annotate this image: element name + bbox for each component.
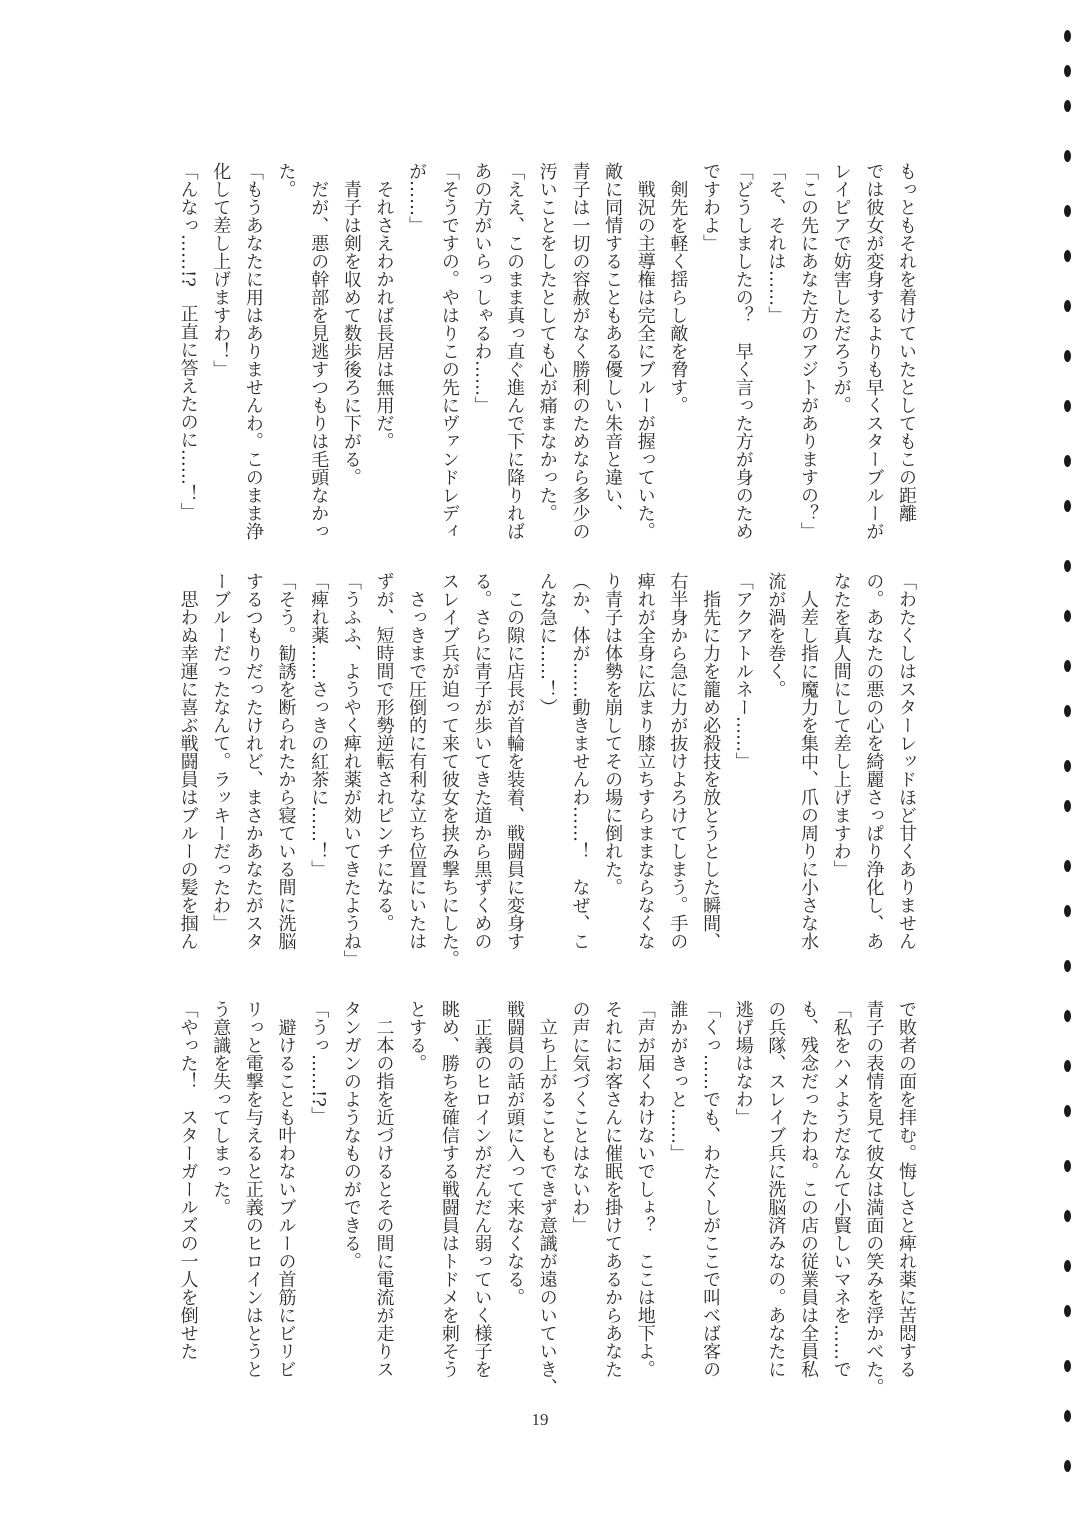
text-line: 眺め、勝ちを確信する戦闘員はトドメを刺そう: [438, 1000, 460, 1378]
text-line: 逃げ場はなわ」: [732, 1000, 754, 1126]
text-line: レイピアで妨害しただろうが。: [830, 162, 852, 414]
text-line: 「私をハメようだなんて小賢しいマネを……で: [830, 1000, 852, 1378]
text-line: 右半身から急に力が抜けよろけてしまう。手の: [667, 572, 689, 950]
edge-dot: [1064, 905, 1071, 917]
edge-dot: [1064, 1460, 1071, 1472]
edge-dot: [1064, 150, 1071, 162]
text-line: の兵隊、スレイブ兵に洗脳済みなの。あなたに: [765, 1000, 787, 1378]
edge-dot: [1064, 30, 1071, 42]
edge-dot: [1064, 610, 1071, 622]
edge-dot: [1064, 400, 1071, 412]
text-line: 「声が届くわけないでしょ？ ここは地下よ。: [634, 1000, 656, 1378]
text-line: 青子は一切の容赦がなく勝利のためなら多少の: [569, 162, 591, 540]
binding-edge-marks: [1062, 0, 1076, 1538]
edge-dot: [1064, 705, 1071, 717]
text-line: 誰かがきっと……」: [667, 1000, 689, 1162]
text-line: も、残念だったわね。この店の従業員は全員私: [798, 1000, 820, 1378]
edge-dot: [1064, 100, 1071, 112]
text-line: 「ええ、このまま真っ直ぐ進んで下に降りれば: [504, 162, 526, 540]
text-line: 青子の表情を見て彼女は満面の笑みを浮かべた。: [863, 1000, 885, 1396]
text-line: さっきまで圧倒的に有利な立ち位置にいたは: [406, 572, 428, 950]
edge-dot: [1064, 960, 1071, 972]
edge-dot: [1064, 300, 1071, 312]
edge-dot: [1064, 1410, 1071, 1422]
text-line: 避けることも叶わないブルーの首筋にビリビ: [275, 1000, 297, 1378]
text-line: 「んなっ……!? 正直に答えたのに……！」: [177, 162, 199, 521]
edge-dot: [1064, 1010, 1071, 1022]
edge-dot: [1064, 1060, 1071, 1072]
edge-dot: [1064, 350, 1071, 362]
edge-dot: [1064, 205, 1071, 217]
text-line: の声に気づくことはないわ」: [569, 1000, 591, 1234]
text-line: するつもりだったけれど、まさかあなたがスタ: [242, 572, 264, 950]
edge-dot: [1064, 560, 1071, 572]
edge-dot: [1064, 860, 1071, 872]
edge-dot: [1064, 1105, 1071, 1117]
edge-dot: [1064, 455, 1071, 467]
text-line: とする。: [406, 1000, 428, 1072]
edge-dot: [1064, 1160, 1071, 1172]
edge-dot: [1064, 1260, 1071, 1272]
text-line: んな急に……！）: [536, 572, 558, 716]
text-line: 「どうしましたの？ 早く言った方が身のため: [732, 162, 754, 540]
text-line: 戦況の主導権は完全にブルーが握っていた。: [634, 162, 656, 540]
text-block-bottom: [171, 1000, 922, 1400]
text-line: 「アクアトルネー……」: [732, 572, 754, 770]
text-line: で敗者の面を拝む。悔しさと痺れ薬に苦悶する: [896, 1000, 917, 1378]
edge-dot: [1064, 500, 1071, 512]
text-line: もっともそれを着けていたとしてもこの距離: [896, 162, 917, 522]
text-line: 化して差し上げますわ！」: [210, 162, 232, 378]
text-line: 立ち上がることもできず意識が遠のいていき、: [536, 1000, 558, 1396]
text-line: 青子は剣を収めて数歩後ろに下がる。: [340, 162, 362, 486]
text-line: 剣先を軽く揺らし敵を脅す。: [667, 162, 689, 414]
text-line: 人差し指に魔力を集中、爪の周りに小さな水: [798, 572, 820, 950]
text-line: あの方がいらっしゃるわ……」: [471, 162, 493, 414]
text-line: 戦闘員の話が頭に入って来なくなる。: [504, 1000, 526, 1306]
edge-dot: [1064, 1360, 1071, 1372]
text-line: それさえわかれば長居は無用だ。: [373, 162, 395, 450]
text-line: 「そうですの。やはりこの先にヴァンドレディ: [438, 162, 460, 540]
text-line: それにお客さんに催眠を掛けてあるからあなた: [602, 1000, 624, 1378]
text-line: リっと電撃を与えると正義のヒロインはとうと: [242, 1000, 264, 1378]
edge-dot: [1064, 800, 1071, 812]
page-number: 19: [531, 1410, 549, 1429]
text-line: 指先に力を籠め必殺技を放とうとした瞬間、: [700, 572, 722, 950]
text-line: だが、悪の幹部を見逃すつもりは毛頭なかっ: [308, 162, 330, 540]
text-line: る。さらに青子が歩いてきた道から黒ずくめの: [471, 572, 493, 950]
text-line: 「うふふ、ようやく痺れ薬が効いてきたようね」: [340, 572, 362, 968]
text-line: 「そう。勧誘を断られたから寝ている間に洗脳: [275, 572, 297, 950]
text-line: タンガンのようなものができる。: [340, 1000, 362, 1270]
text-line: 思わぬ幸運に喜ぶ戦闘員はブルーの髪を掴ん: [177, 572, 199, 950]
edge-dot: [1064, 1210, 1071, 1222]
text-line: 「この先にあなた方のアジトがありますの？」: [798, 162, 820, 540]
text-line: 痺れが全身に広まり膝立ちすらままならなくな: [634, 572, 656, 950]
text-line: （か、体が……動きませんわ……！ なぜ、こ: [569, 572, 591, 950]
text-line: の。あなたの悪の心を綺麗さっぱり浄化し、あ: [863, 572, 885, 950]
text-line: 流が渦を巻く。: [765, 572, 787, 698]
text-line: が……」: [406, 162, 428, 234]
text-line: なたを真人間にして差し上げますわ」: [830, 572, 852, 878]
text-line: この隙に店長が首輪を装着、戦闘員に変身す: [504, 572, 526, 950]
text-line: 「わたくしはスターレッドほど甘くありません: [896, 572, 917, 950]
text-line: 敵に同情することもある優しい朱音と違い、: [602, 162, 624, 522]
text-line: 「そ、それは……」: [765, 162, 787, 324]
text-line: 「くっ……でも、わたくしがここで叫べば客の: [700, 1000, 722, 1378]
text-line: ずが、短時間で形勢逆転されピンチになる。: [373, 572, 395, 932]
text-line: 「もうあなたに用はありませんわ。このまま浄: [242, 162, 264, 540]
text-line: では彼女が変身するよりも早くスターブルーが: [863, 162, 885, 540]
text-line: 「やった！ スターガールズの一人を倒せた: [177, 1000, 199, 1360]
edge-dot: [1064, 1305, 1071, 1317]
text-line: ですわよ」: [700, 162, 722, 252]
text-line: り青子は体勢を崩してその場に倒れた。: [602, 572, 624, 896]
edge-dot: [1064, 660, 1071, 672]
text-line: 二本の指を近づけるとその間に電流が走りス: [373, 1000, 395, 1378]
edge-dot: [1064, 760, 1071, 772]
text-line: う意識を失ってしまった。: [210, 1000, 232, 1216]
edge-dot: [1064, 250, 1071, 262]
text-line: 「うっ……!?」: [308, 1000, 330, 1125]
text-line: スレイブ兵が迫って来て彼女を挟み撃ちにした。: [438, 572, 460, 968]
text-line: ーブルーだったなんて。ラッキーだったわ」: [210, 572, 232, 932]
text-block-middle: [171, 572, 922, 972]
text-line: た。: [275, 162, 297, 198]
edge-dot: [1064, 65, 1071, 77]
text-line: 汚いことをしたとしても心が痛まなかった。: [536, 162, 558, 522]
text-block-top: [171, 162, 922, 562]
text-line: 正義のヒロインがだんだん弱っていく様子を: [471, 1000, 493, 1378]
text-line: 「痺れ薬……さっきの紅茶に……！」: [308, 572, 330, 878]
